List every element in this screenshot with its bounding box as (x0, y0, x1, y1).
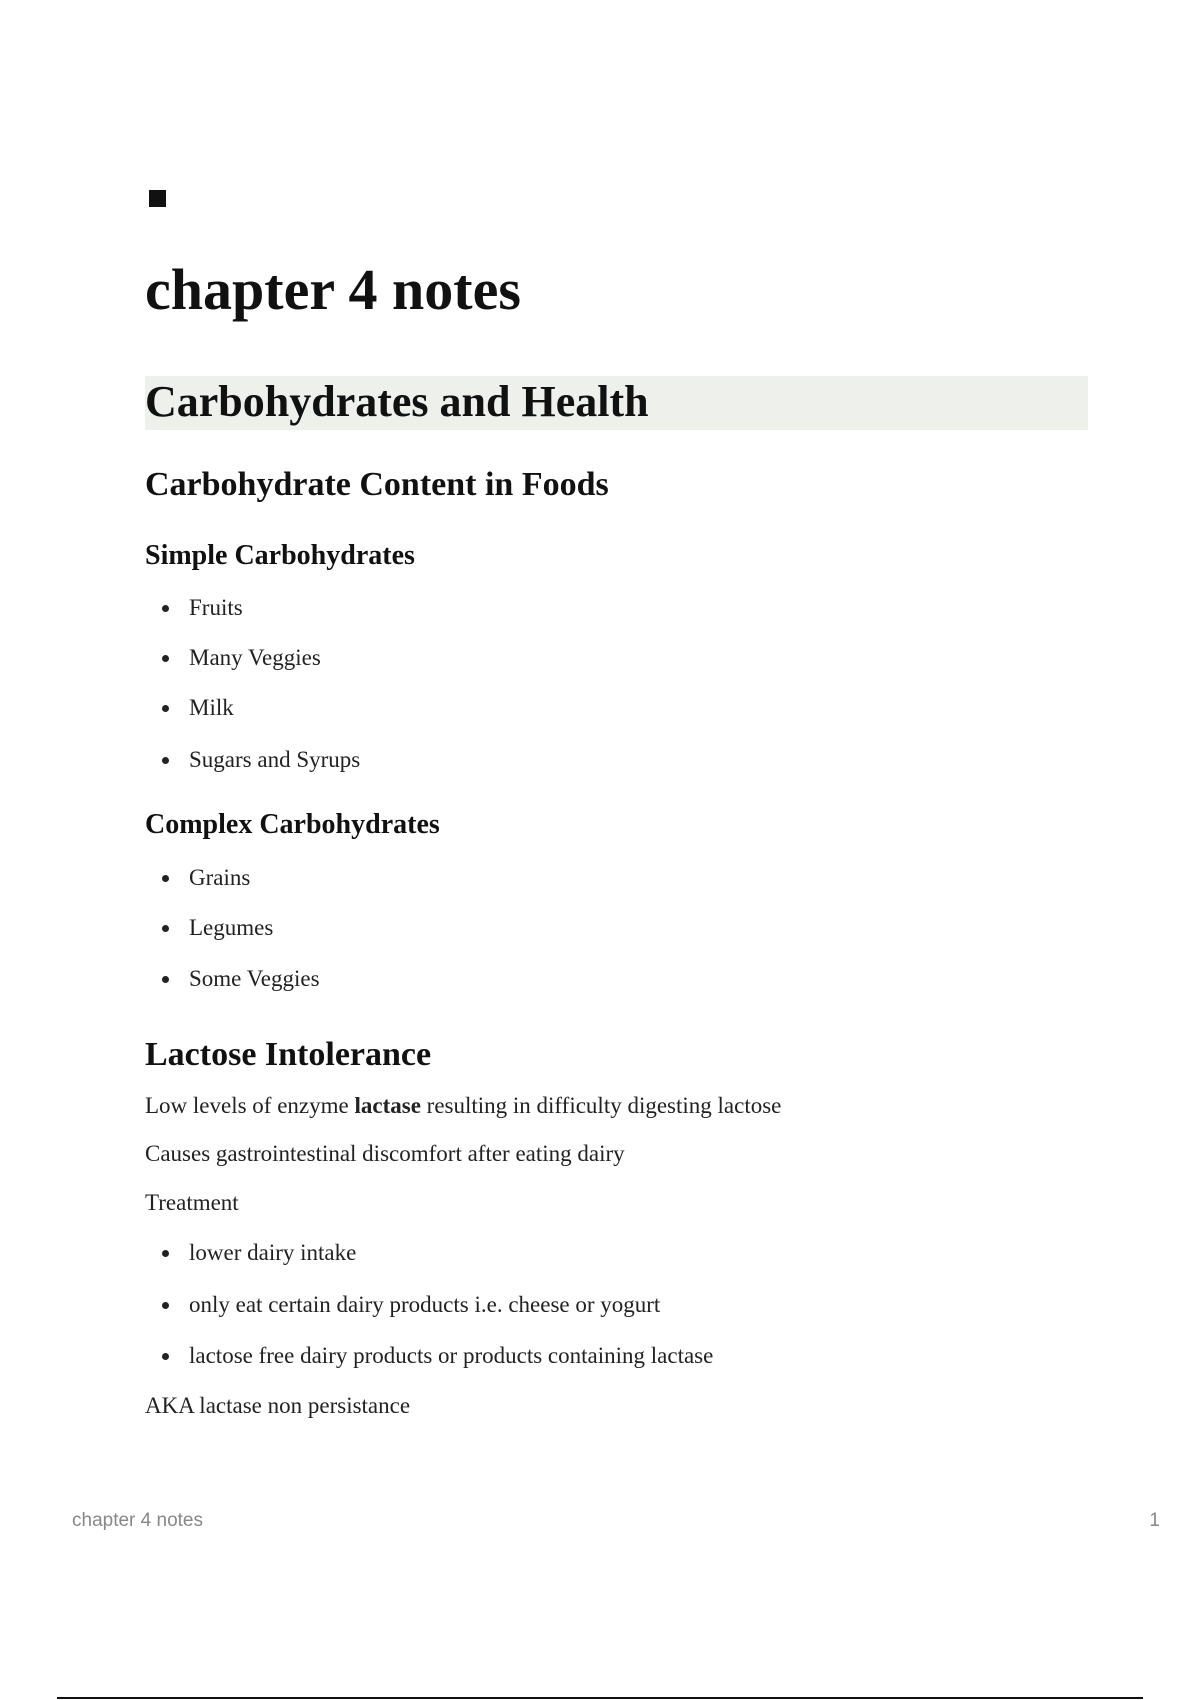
list-item-text: Fruits (189, 595, 243, 620)
list-item-text: Milk (189, 695, 234, 720)
paragraph-discomfort: Causes gastrointestinal discomfort after eating dairy (145, 1141, 625, 1166)
list-item-text: only eat certain dairy products i.e. cheese or yogurt (189, 1292, 661, 1317)
paragraph-aka: AKA lactase non persistance (145, 1393, 411, 1418)
paragraph-text: resulting in difficulty digesting lactose (420, 1093, 782, 1118)
bullet-icon (162, 976, 169, 983)
list-item-text: Grains (189, 865, 251, 890)
list-item-text: lower dairy intake (189, 1240, 357, 1265)
list-item (145, 696, 234, 719)
list-item (145, 1241, 356, 1264)
list-item-text: Some Veggies (189, 966, 320, 991)
footer-title: chapter 4 notes (72, 1510, 203, 1531)
bottom-divider (57, 1697, 1143, 1699)
list-item (145, 646, 321, 669)
list-item (145, 596, 243, 619)
list-item (145, 967, 320, 990)
bullet-icon (162, 1302, 169, 1309)
bullet-icon (162, 1353, 169, 1360)
list-item (145, 916, 273, 939)
heading-carbohydrate-content: Carbohydrate Content in Foods (145, 466, 609, 503)
paragraph-text: Low levels of enzyme (145, 1093, 355, 1118)
paragraph-lactase (145, 1094, 781, 1117)
bold-term-lactase: lactase (354, 1093, 421, 1118)
list-item (145, 748, 360, 771)
list-item-text: lactose free dairy products or products containing lactase (189, 1343, 714, 1368)
bullet-icon (162, 655, 169, 662)
heading-carbohydrates-and-health: Carbohydrates and Health (145, 377, 649, 426)
bullet-icon (162, 705, 169, 712)
list-item (145, 1344, 713, 1367)
page-title: chapter 4 notes (145, 257, 521, 322)
heading-lactose-intolerance: Lactose Intolerance (145, 1036, 432, 1073)
page-icon (149, 190, 166, 207)
list-item-text: Sugars and Syrups (189, 747, 361, 772)
bullet-icon (162, 757, 169, 764)
footer-page-number: 1 (1149, 1510, 1160, 1531)
list-item (145, 866, 250, 889)
bullet-icon (162, 1250, 169, 1257)
heading-complex-carbohydrates: Complex Carbohydrates (145, 809, 440, 840)
bullet-icon (162, 925, 169, 932)
paragraph-treatment: Treatment (145, 1190, 239, 1215)
bullet-icon (162, 875, 169, 882)
list-item-text: Many Veggies (189, 645, 321, 670)
bullet-icon (162, 605, 169, 612)
list-item (145, 1293, 660, 1316)
list-item-text: Legumes (189, 915, 274, 940)
heading-simple-carbohydrates: Simple Carbohydrates (145, 540, 415, 571)
